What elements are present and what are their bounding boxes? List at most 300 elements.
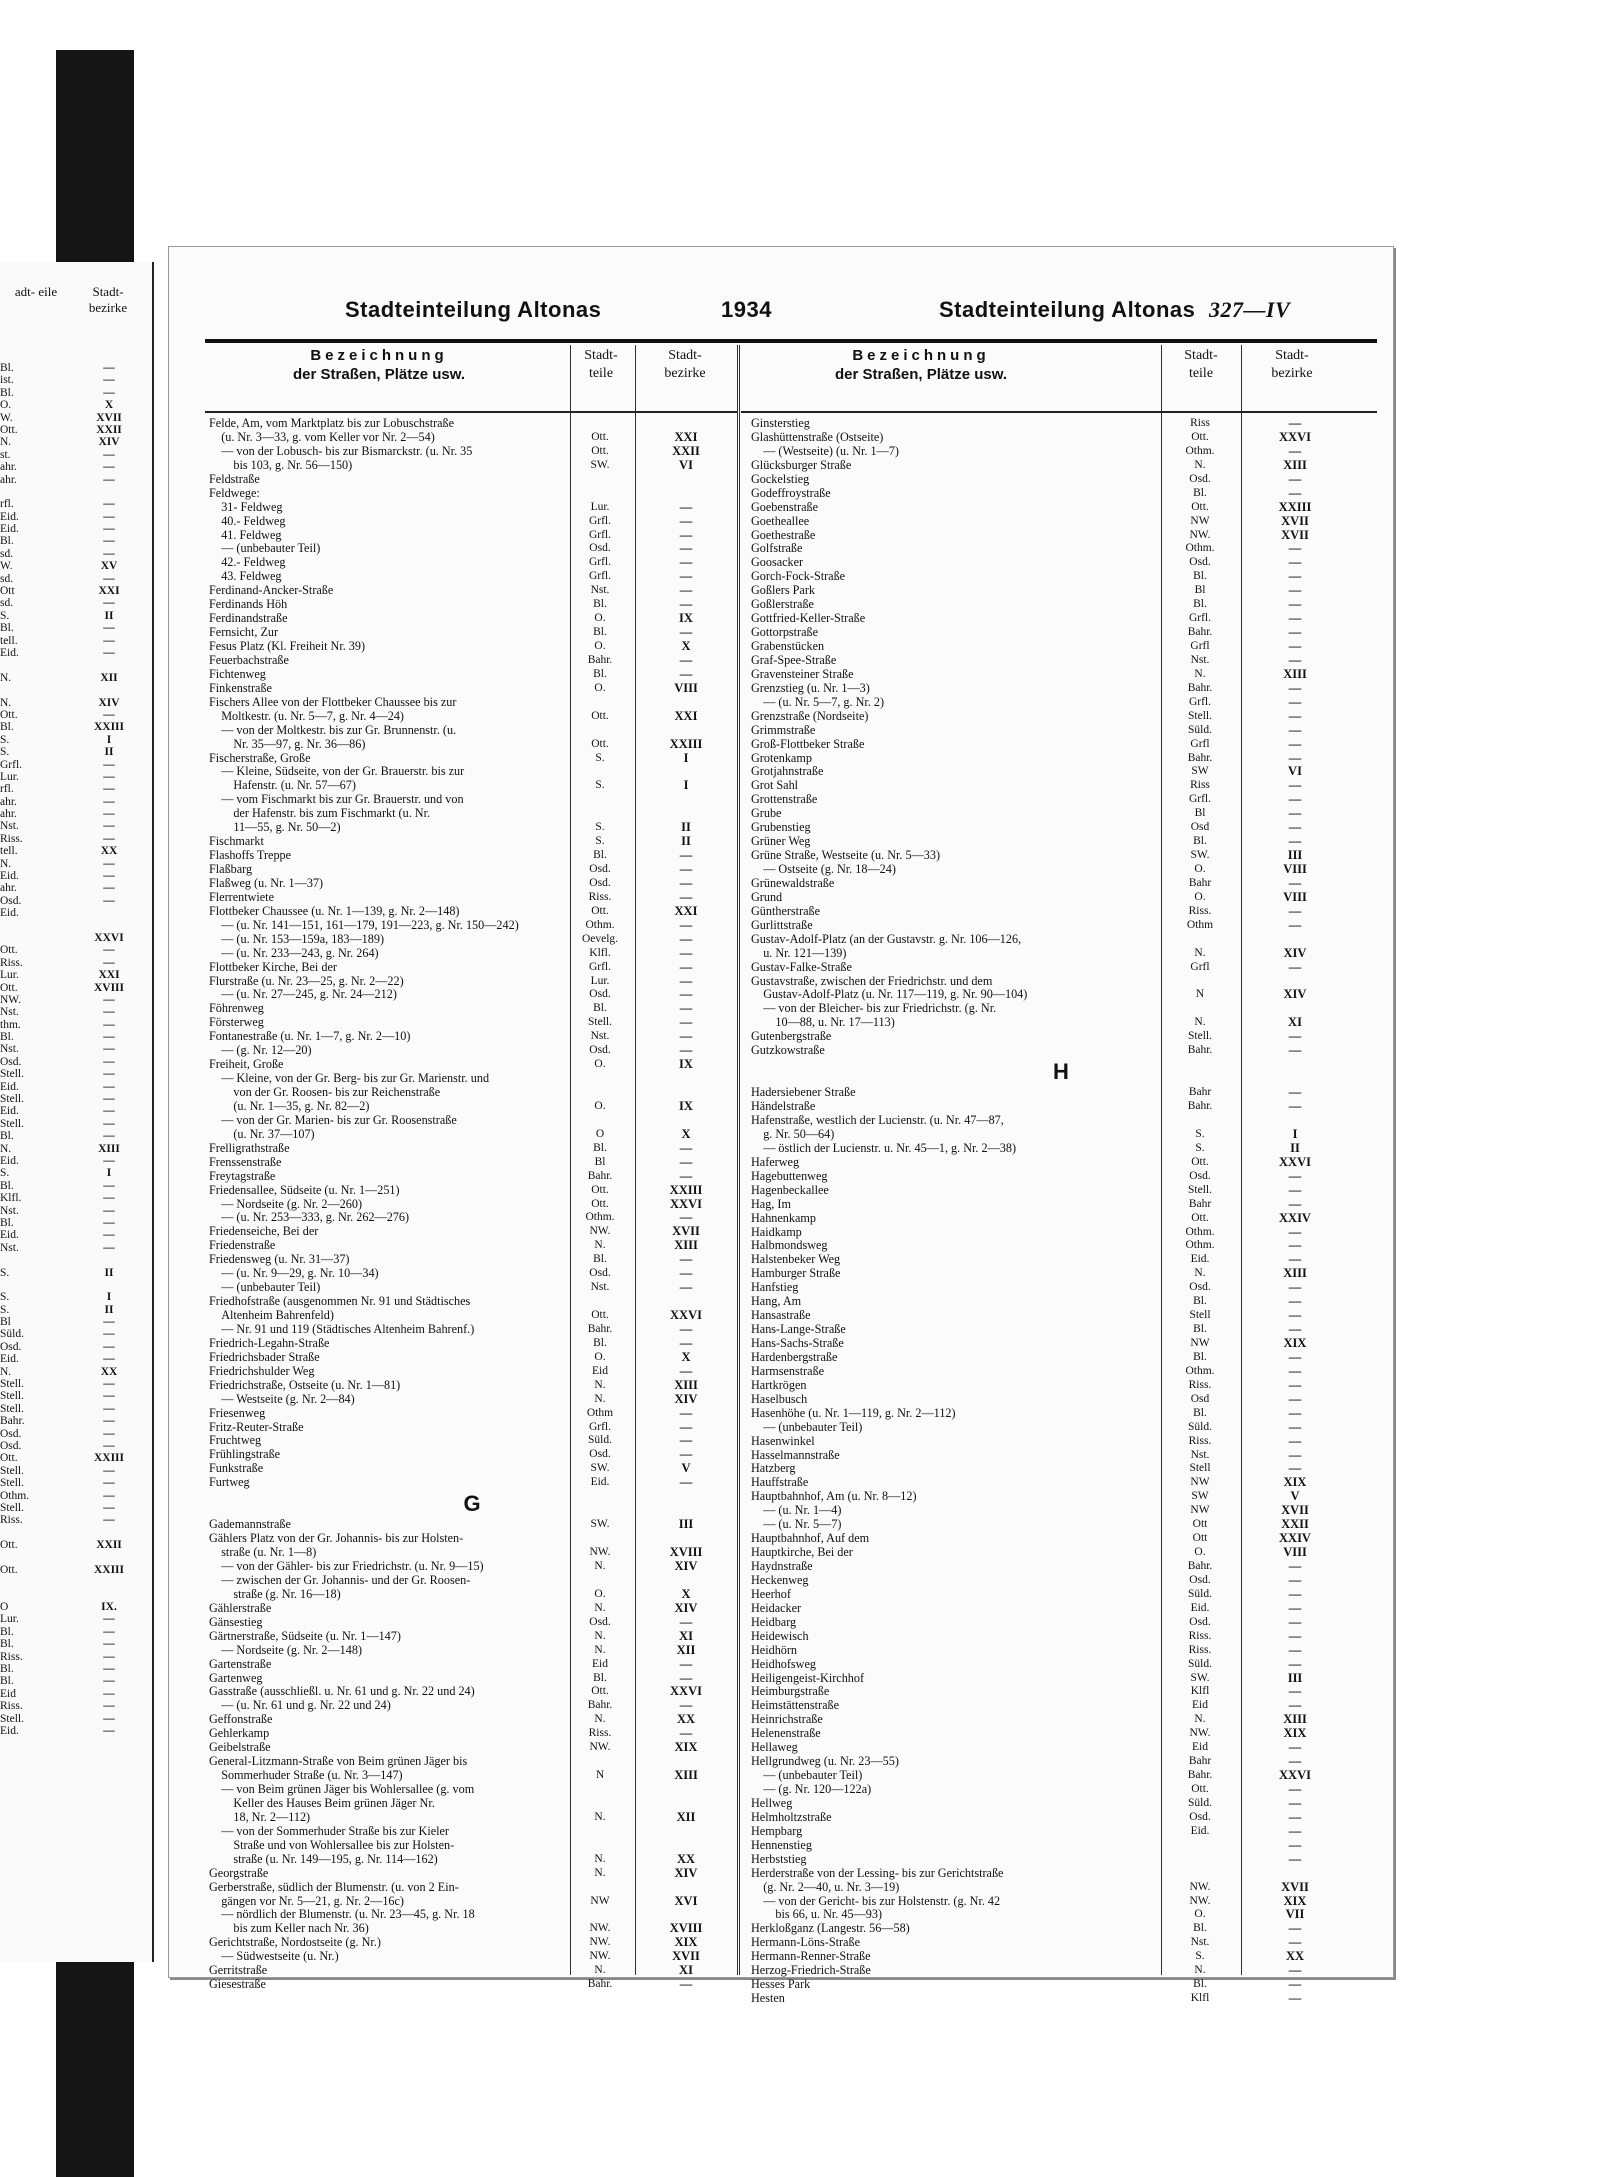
- street-name: Hauptbahnhof, Auf dem: [751, 1532, 870, 1546]
- street-name: (u. Nr. 37—107): [209, 1127, 315, 1141]
- left-page-bezirk-cell: —: [103, 1155, 115, 1167]
- street-name: Grottenstraße: [751, 793, 818, 807]
- stadtteil: SW.: [590, 458, 610, 471]
- left-page-bezirk-cell: —: [103, 795, 115, 808]
- street-name: Goßlerstraße: [751, 598, 814, 612]
- street-row: [209, 542, 735, 556]
- stadtbezirk: XXII: [1281, 1517, 1309, 1532]
- stadtteil: Grfl: [1190, 737, 1210, 750]
- stadtteil: Osd.: [589, 1615, 611, 1628]
- stadtteil: Bl.: [1193, 1295, 1207, 1308]
- stadtteil: Eid: [592, 1364, 608, 1377]
- street-row: [751, 835, 1371, 849]
- left-page-bezirk-cell: [74, 907, 144, 919]
- left-page-teil-cell: Nst.: [0, 1006, 19, 1019]
- stadtteil: Riss.: [588, 890, 612, 903]
- street-name: Hansastraße: [751, 1309, 811, 1323]
- street-name: Golfstraße: [751, 542, 803, 556]
- left-page-bezirk-cell: —: [103, 956, 115, 969]
- street-row: [209, 849, 735, 863]
- street-row: [751, 1393, 1371, 1407]
- street-name: Friedenstraße: [209, 1239, 276, 1253]
- stadtbezirk: —: [1288, 1809, 1302, 1824]
- stadtteil: S.: [1195, 1950, 1205, 1963]
- street-row: [751, 961, 1371, 975]
- stadtteil: N.: [594, 1392, 606, 1405]
- street-name: gängen vor Nr. 5—21, g. Nr. 2—16c): [209, 1894, 404, 1908]
- stadtbezirk: —: [679, 1280, 693, 1295]
- stadtteil: Eid.: [1190, 1824, 1210, 1837]
- left-page-bezirk-cell: —: [103, 820, 115, 833]
- street-name: Moltkestr. (u. Nr. 5—7, g. Nr. 4—24): [209, 709, 404, 723]
- street-name: Haferweg: [751, 1155, 800, 1169]
- street-name: Fesus Platz (Kl. Freiheit Nr. 39): [209, 640, 366, 653]
- stadtbezirk: —: [1288, 1349, 1302, 1364]
- street-name: (u. Nr. 3—33, g. vom Keller vor Nr. 2—54): [209, 430, 435, 444]
- street-row: [209, 1616, 735, 1630]
- stadtbezirk: —: [1288, 1586, 1302, 1601]
- left-page-teil-cell: Osd.: [0, 1439, 22, 1452]
- stadtbezirk: —: [1288, 1782, 1302, 1796]
- left-page-teil-cell: S.: [0, 1303, 10, 1316]
- street-name: Georgstraße: [209, 1866, 269, 1880]
- stadtteil: S.: [595, 751, 605, 764]
- street-name: Grenzstieg (u. Nr. 1—3): [751, 681, 870, 695]
- street-row: [209, 1476, 735, 1490]
- street-name: u. Nr. 121—139): [751, 946, 847, 960]
- stadtteil: N.: [594, 1643, 606, 1656]
- stadtbezirk: —: [1288, 1991, 1302, 2006]
- stadtbezirk: XIV: [674, 1600, 698, 1615]
- left-page-teil-cell: Ott.: [0, 944, 18, 957]
- left-page-teil-cell: Bl.: [0, 1675, 14, 1688]
- street-row: [751, 1630, 1371, 1644]
- left-page-teil-cell: S.: [0, 609, 10, 622]
- street-name: Grüner Weg: [751, 835, 811, 849]
- stadtbezirk: —: [1288, 1600, 1302, 1615]
- stadtbezirk: —: [1288, 820, 1302, 835]
- header-right-title: Stadteinteilung Altonas: [939, 297, 1196, 322]
- left-page-bezirk-cell: —: [103, 1724, 115, 1737]
- street-name: Glücksburger Straße: [751, 458, 852, 472]
- street-name: Feldstraße: [209, 472, 260, 486]
- stadtteil: Süld.: [1188, 1587, 1212, 1600]
- street-name: Frühlingstraße: [209, 1448, 281, 1462]
- street-name: Hagenbeckallee: [751, 1183, 829, 1197]
- left-page-bezirk-cell: —: [103, 708, 115, 721]
- street-row: [209, 1699, 735, 1713]
- stadtteil: Süld.: [1188, 1657, 1212, 1670]
- left-page-teil-cell: Bl.: [0, 1179, 14, 1192]
- street-name: — (g. Nr. 120—122a): [751, 1783, 872, 1796]
- stadtbezirk: —: [1288, 1377, 1302, 1392]
- stadtbezirk: VI: [679, 457, 693, 472]
- street-row: [751, 1002, 1371, 1016]
- street-name: Gärtnerstraße, Südseite (u. Nr. 1—147): [209, 1629, 401, 1643]
- street-row: [751, 1950, 1371, 1964]
- stadtbezirk: XXII: [672, 443, 700, 458]
- stadtbezirk: —: [679, 1140, 693, 1155]
- street-name: Haselbusch: [751, 1392, 808, 1406]
- street-row: [751, 1797, 1371, 1811]
- street-name: Hanfstieg: [751, 1281, 799, 1295]
- stadtteil: Eid: [1192, 1741, 1208, 1754]
- street-name: — von der Moltkestr. bis zur Gr. Brunnenstr. (u.: [209, 723, 457, 737]
- left-page-bezirk-cell: —: [103, 535, 115, 548]
- stadtbezirk: —: [1288, 1168, 1302, 1183]
- stadtteil: Lur.: [590, 974, 610, 987]
- stadtbezirk: —: [679, 1614, 693, 1629]
- stadtteil: Othm.: [1185, 444, 1215, 457]
- left-page-bezirk-cell: —: [103, 523, 115, 536]
- left-page-bezirk-cell: [74, 1589, 144, 1601]
- left-page-bezirk-cell: —: [103, 1514, 115, 1527]
- left-page-bezirk-cell: —: [103, 597, 115, 610]
- stadtbezirk: XVII: [1281, 513, 1309, 528]
- left-page-bezirk-cell: —: [103, 770, 115, 783]
- stadtteil: Ott.: [591, 444, 609, 457]
- street-name: — (unbebauter Teil): [751, 1769, 863, 1783]
- stadtteil: Bl.: [593, 1253, 607, 1266]
- street-name: — Südwestseite (u. Nr.): [209, 1950, 339, 1964]
- left-page-bezirk-cell: —: [103, 1229, 115, 1242]
- street-name: Friedenseiche, Bei der: [209, 1225, 319, 1239]
- street-row: [751, 1100, 1371, 1114]
- stadtbezirk: XXIV: [1279, 1531, 1311, 1546]
- stadtbezirk: XII: [676, 1642, 696, 1657]
- left-page-bezirk-cell: —: [103, 832, 115, 845]
- street-row: [751, 1908, 1371, 1922]
- street-row: [751, 570, 1371, 584]
- stadtteil: Ott.: [591, 709, 609, 722]
- street-name: Flaßbarg: [209, 863, 253, 876]
- left-page-bezirk-cell: [74, 1552, 144, 1564]
- street-row: [209, 1658, 735, 1672]
- stadtbezirk: XXI: [674, 903, 698, 918]
- left-page-teil-cell: Ott.: [0, 423, 18, 436]
- street-row: [751, 1253, 1371, 1267]
- street-row: [751, 1574, 1371, 1588]
- left-teile-header: adt- eile: [14, 284, 58, 299]
- left-page-bezirk-cell: XX: [100, 1365, 118, 1378]
- stadtbezirk: —: [1288, 875, 1302, 890]
- left-page-teil-cell: Eid.: [0, 1105, 19, 1118]
- street-row: [751, 1490, 1371, 1504]
- street-row: [209, 459, 735, 473]
- left-page-teil-cell: Bl.: [0, 386, 14, 399]
- stadtbezirk: —: [1288, 806, 1302, 821]
- street-name: — (unbebauter Teil): [209, 542, 321, 556]
- street-name: Hafenstraße, westlich der Lucienstr. (u. Nr. 47—87,: [751, 1114, 1004, 1127]
- left-page-teil-cell: Bl.: [0, 362, 14, 374]
- stadtbezirk: —: [1288, 1740, 1302, 1755]
- stadtbezirk: —: [679, 1447, 693, 1462]
- street-name: Hatzberg: [751, 1462, 796, 1476]
- street-name: Goßlers Park: [751, 584, 815, 598]
- stadtteil: Bl.: [1193, 1323, 1207, 1336]
- left-page-teil-cell: [0, 1589, 50, 1601]
- stadtteil: Bl.: [593, 667, 607, 680]
- stadtbezirk: —: [1288, 541, 1302, 556]
- street-name: Flashoffs Treppe: [209, 849, 292, 863]
- stadtteil: Bl.: [1193, 570, 1207, 583]
- stadtbezirk: —: [1288, 917, 1302, 932]
- left-bezirke-col-header: Stadt- bezirke: [664, 348, 706, 381]
- letter-section-heading: G: [463, 1491, 481, 1517]
- stadtteil: Bahr: [1188, 1197, 1212, 1210]
- header-year: 1934: [721, 297, 772, 322]
- street-name: Friedensweg (u. Nr. 31—37): [209, 1253, 350, 1267]
- street-row: [751, 501, 1371, 515]
- stadtbezirk: XXVI: [1279, 1768, 1311, 1783]
- left-page-bezirk-cell: —: [103, 993, 115, 1006]
- street-row: [751, 1198, 1371, 1212]
- stadtteil: Eid: [592, 1657, 608, 1670]
- left-page-teil-cell: st.: [0, 448, 11, 461]
- street-name: Gartenweg: [209, 1671, 263, 1685]
- stadtbezirk: V: [681, 1461, 691, 1476]
- stadtteil: Bahr: [1188, 1086, 1212, 1099]
- street-name: — (u. Nr. 9—29, g. Nr. 10—34): [209, 1267, 379, 1281]
- street-row: [751, 1142, 1371, 1156]
- stadtteil: NW.: [1189, 1880, 1211, 1893]
- left-page-teil-cell: Riss.: [0, 956, 23, 969]
- street-name: — Nr. 91 und 119 (Städtisches Altenheim Bahrenf.): [209, 1322, 475, 1336]
- street-row: [209, 417, 735, 431]
- stadtteil: NW.: [1189, 528, 1211, 541]
- street-name: Hadersiebener Straße: [751, 1086, 856, 1100]
- street-name: Heimstättenstraße: [751, 1699, 839, 1713]
- street-name: Grimmstraße: [751, 723, 816, 737]
- left-page-bezirk-cell: —: [103, 894, 115, 907]
- stadtbezirk: —: [1288, 1461, 1302, 1476]
- street-row: [751, 1170, 1371, 1184]
- stadtteil: Süld.: [588, 1434, 612, 1447]
- stadtteil: Bahr.: [1187, 1769, 1213, 1782]
- stadtteil: S.: [595, 779, 605, 792]
- stadtteil: Osd.: [589, 863, 611, 875]
- street-name: Gustav-Adolf-Platz (an der Gustavstr. g. Nr. 106—126,: [751, 932, 1022, 946]
- street-name: der Hafenstr. bis zum Fischmarkt (u. Nr.: [209, 807, 431, 821]
- stadtbezirk: —: [679, 1475, 693, 1490]
- left-page-teil-cell: Osd.: [0, 1340, 22, 1353]
- stadtbezirk: —: [1288, 834, 1302, 849]
- left-page-bezirk-cell: —: [103, 1390, 115, 1403]
- street-name: — nördlich der Blumenstr. (u. Nr. 23—45, g. Nr. 18: [209, 1908, 475, 1922]
- street-row: [209, 1908, 735, 1922]
- street-name: — Westseite (g. Nr. 2—84): [209, 1392, 355, 1406]
- street-row: [209, 1839, 735, 1853]
- stadtteil: Othm.: [1185, 542, 1215, 555]
- street-row: [209, 919, 735, 933]
- street-row: [209, 1295, 735, 1309]
- street-name: Feldwege:: [209, 486, 260, 500]
- left-page-teil-cell: Osd.: [0, 894, 22, 907]
- stadtteil: Klfl: [1190, 1685, 1210, 1698]
- street-row: [209, 1825, 735, 1839]
- left-page-bezirk-cell: —: [103, 461, 115, 474]
- stadtteil: O.: [594, 681, 606, 694]
- street-row: [751, 1936, 1371, 1950]
- street-row: [209, 1978, 735, 1992]
- street-row: [751, 1616, 1371, 1630]
- stadtbezirk: —: [1288, 1572, 1302, 1587]
- street-row: [209, 835, 735, 849]
- stadtbezirk: XXIII: [669, 1182, 703, 1197]
- stadtbezirk: XIV: [674, 1559, 698, 1573]
- left-page-bezirk-cell: XXII: [96, 1539, 122, 1552]
- stadtteil: Riss: [1190, 779, 1210, 792]
- stadtbezirk: —: [1288, 485, 1302, 500]
- street-name: Hellgrundweg (u. Nr. 23—55): [751, 1755, 899, 1769]
- street-name: Gravensteiner Straße: [751, 667, 854, 681]
- street-row: [209, 1755, 735, 1769]
- stadtbezirk: I: [683, 778, 689, 793]
- left-page-bezirk-cell: —: [103, 1501, 115, 1514]
- street-row: [209, 905, 735, 919]
- stadtbezirk: X: [681, 1349, 691, 1364]
- stadtbezirk: XI: [679, 1963, 693, 1978]
- street-row: [209, 1448, 735, 1462]
- left-page-teil-cell: tell.: [0, 634, 18, 647]
- street-name: General-Litzmann-Straße von Beim grünen Jäger bis: [209, 1755, 468, 1769]
- stadtbezirk: —: [679, 666, 693, 681]
- street-row: [751, 1560, 1371, 1574]
- left-page-teil-cell: Ott: [0, 585, 15, 598]
- street-name: Hans-Lange-Straße: [751, 1323, 846, 1337]
- left-page-teil-cell: Eid.: [0, 510, 19, 523]
- left-page-bezirk-cell: —: [103, 1216, 115, 1229]
- stadtteil: Bl.: [593, 598, 607, 611]
- street-row: [751, 542, 1371, 556]
- street-row: [751, 863, 1371, 877]
- street-name: — (u. Nr. 27—245, g. Nr. 24—212): [209, 988, 397, 1002]
- stadtteil: Riss: [1190, 417, 1210, 429]
- stadtteil: SW: [1191, 765, 1209, 778]
- left-page-teil-cell: Stell.: [0, 1477, 24, 1490]
- stadtbezirk: —: [1288, 555, 1302, 570]
- left-page-teil-cell: Riss.: [0, 1700, 23, 1713]
- street-row: [751, 1783, 1371, 1797]
- left-page-teil-cell: Bl.: [0, 535, 14, 548]
- street-row: [751, 1713, 1371, 1727]
- street-name: Ferdinandstraße: [209, 612, 288, 626]
- stadtteil: NW.: [589, 1922, 611, 1935]
- street-row: [751, 821, 1371, 835]
- street-row: [751, 1504, 1371, 1518]
- stadtteil: Osd.: [1189, 1169, 1211, 1182]
- street-name: straße (u. Nr. 1—8): [209, 1546, 317, 1560]
- stadtteil: Ott.: [1191, 1211, 1209, 1224]
- stadtteil: Bl.: [1193, 1978, 1207, 1991]
- street-row: [751, 1462, 1371, 1476]
- stadtteil: Grfl.: [1188, 793, 1212, 806]
- street-name: Altenheim Bahrenfeld): [209, 1309, 334, 1322]
- street-name: Hermann-Renner-Straße: [751, 1950, 871, 1964]
- stadtbezirk: —: [1288, 1559, 1302, 1573]
- street-name: straße (g. Nr. 16—18): [209, 1587, 341, 1601]
- street-name: Heckenweg: [751, 1573, 809, 1587]
- street-name: — Nordseite (g. Nr. 2—148): [209, 1643, 362, 1657]
- stadtteil: O.: [594, 1350, 606, 1363]
- left-page-teil-cell: Süld.: [0, 1328, 24, 1341]
- street-name: Friedrich-Legahn-Straße: [209, 1336, 330, 1350]
- stadtteil: Bahr.: [587, 1169, 613, 1182]
- stadtbezirk: VIII: [1283, 889, 1307, 904]
- stadtteil: Othm.: [1185, 1239, 1215, 1252]
- left-page-teil-cell: ahr.: [0, 461, 17, 474]
- stadtteil: O.: [594, 612, 606, 625]
- street-row: [751, 1309, 1371, 1323]
- street-row: [751, 1867, 1371, 1881]
- street-name: — von der Sommerhuder Straße bis zur Kieler: [209, 1824, 449, 1838]
- street-name: Hardenbergstraße: [751, 1350, 838, 1364]
- street-row: [209, 1727, 735, 1741]
- stadtbezirk: —: [679, 1266, 693, 1281]
- stadtteil: Grfl.: [588, 570, 612, 583]
- street-row: [209, 947, 735, 961]
- stadtteil: Osd.: [1189, 556, 1211, 569]
- street-row: [751, 1644, 1371, 1658]
- stadtbezirk: —: [679, 1015, 693, 1030]
- street-row: [751, 487, 1371, 501]
- stadtteil: N.: [594, 1852, 606, 1865]
- stadtbezirk: —: [1288, 1935, 1302, 1950]
- stadtbezirk: XII: [676, 1809, 696, 1824]
- street-row: [209, 696, 735, 710]
- left-page-bezirk-cell: II: [104, 1303, 114, 1316]
- street-row: [209, 584, 735, 598]
- street-row: [209, 1922, 735, 1936]
- street-row: [209, 765, 735, 779]
- stadtbezirk: —: [1288, 443, 1302, 458]
- street-row: [209, 445, 735, 459]
- street-name: bis 66, u. Nr. 45—93): [751, 1908, 883, 1922]
- street-row: [209, 1574, 735, 1588]
- left-page-bezirk-cell: XXI: [98, 585, 120, 598]
- stadtteil: Osd: [1190, 1392, 1210, 1405]
- left-page-bezirk-cell: —: [103, 1130, 115, 1143]
- stadtteil: Grfl.: [588, 1420, 612, 1433]
- stadtteil: Riss.: [588, 1727, 612, 1740]
- street-row: [209, 1881, 735, 1895]
- left-page-bezirk-cell: —: [103, 374, 115, 387]
- stadtteil: N.: [1194, 946, 1206, 959]
- stadtteil: Lur.: [590, 500, 610, 513]
- left-page-teil-cell: Eid.: [0, 1080, 19, 1093]
- left-page-bezirk-cell: —: [103, 1489, 115, 1502]
- street-name: Föhrenweg: [209, 1002, 264, 1016]
- left-bezirke-column: [74, 362, 144, 1737]
- stadtbezirk: XXVI: [1279, 1154, 1311, 1169]
- stadtbezirk: X: [681, 1126, 691, 1141]
- left-page-teil-cell: Bl.: [0, 1216, 14, 1229]
- street-name: 18, Nr. 2—112): [209, 1810, 311, 1824]
- left-page-teil-cell: Stell.: [0, 1068, 24, 1081]
- street-name: Grubenstieg: [751, 821, 811, 835]
- stadtbezirk: —: [1288, 1182, 1302, 1197]
- street-row: [209, 1128, 735, 1142]
- street-name: Hauptkirche, Bei der: [751, 1546, 853, 1560]
- left-page-teil-cell: Stell.: [0, 1390, 24, 1403]
- street-name: 31- Feldweg: [209, 500, 283, 514]
- street-row: [751, 1853, 1371, 1867]
- stadtteil: Bahr.: [1187, 1100, 1213, 1113]
- stadtteil: Süld.: [1188, 723, 1212, 736]
- stadtbezirk: XVII: [1281, 527, 1309, 542]
- street-row: [751, 849, 1371, 863]
- stadtteil: Stell.: [1188, 1183, 1212, 1196]
